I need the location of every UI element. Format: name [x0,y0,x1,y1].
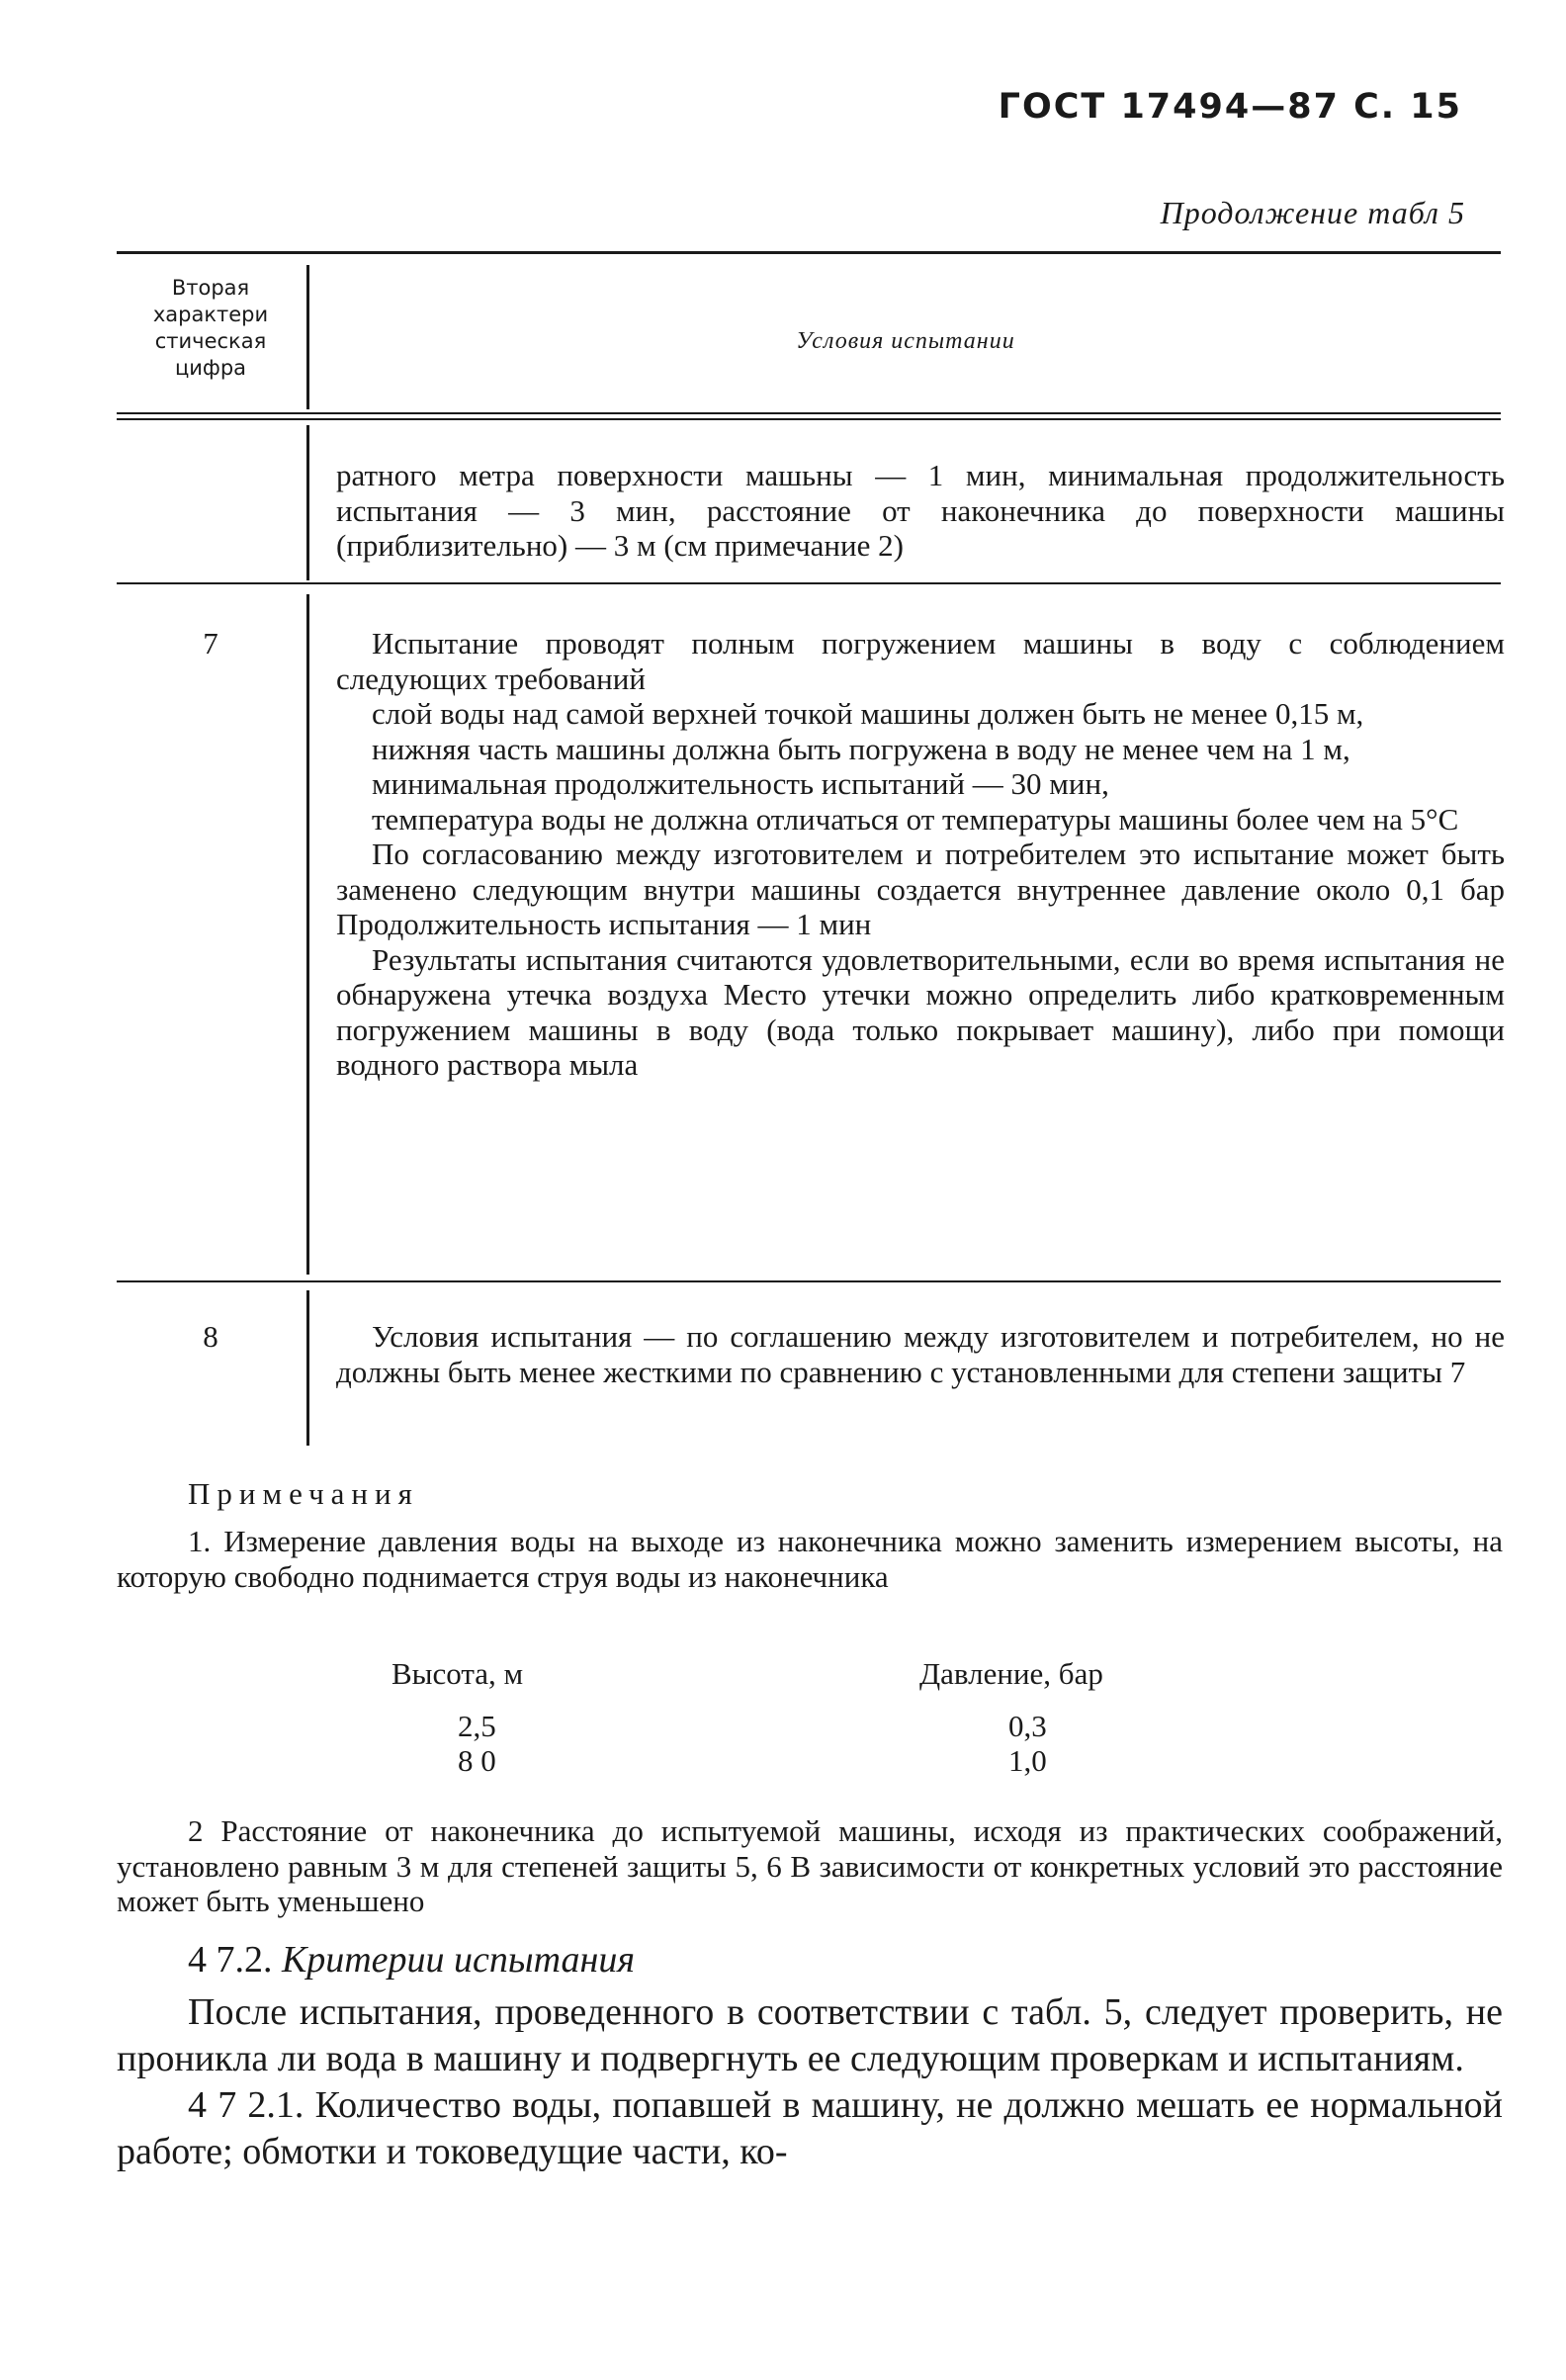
column-header-conditions: Условия испытании [796,328,1015,354]
table-cell-conditions [336,458,1505,564]
row-divider [117,1280,1501,1282]
section-heading [188,1938,635,1982]
pressure-value: 0,3 [1008,1709,1047,1743]
running-title: ГОСТ 17494—87 С. 15 [998,87,1462,127]
note-1 [117,1524,1503,1594]
column-separator [306,265,309,409]
body-paragraph: 4 7 2.1. Количество воды, попавшей в машину, не должно мешать ее нормальной работе; обмотки и токоведущие части, ко- [117,2084,1503,2172]
note-text: 2 Расстояние от наконечника до испытуемой машины, исходя из практических соображений, установлено равным 3 м для степеней защиты 5, 6 В зависимости от конкретных условий это расстояние может быть уменьшено [117,1813,1503,1918]
cell-paragraph: слой воды над самой верхней точкой машины должен быть не менее 0,15 м, [372,696,1364,731]
table-cell-digit: 8 [203,1319,218,1354]
pressure-column-header: Давление, бар [919,1656,1103,1691]
column-separator [306,1290,309,1446]
cell-paragraph: Условия испытания — по соглашению между изготовителем и потребителем, но не должны быть менее жесткими по сравнению с установленными для степени защиты 7 [336,1319,1505,1389]
column-header-line: Вторая [171,276,250,300]
cell-paragraph: По согласованию между изготовителем и потребителем это испытание может быть заменено следующим внутри машины создается внутреннее давление около 0,1 бар Продолжительность испытания — 1 мин [336,837,1505,941]
header-double-rule-bottom [117,418,1501,420]
column-header-line: стическая [154,329,267,353]
section-title: Критерии испытания [282,1939,636,1981]
cell-paragraph: нижняя часть машины должна быть погружена в воду не менее чем на 1 м, [372,731,1350,766]
column-header-line: цифра [174,356,247,380]
height-column-header: Высота, м [392,1656,524,1691]
header-double-rule-top [117,412,1501,414]
height-value: 2,5 [458,1709,496,1743]
cell-paragraph: температура воды не должна отличаться от температуры машины более чем на 5°С [372,801,1459,837]
height-value: 8 0 [458,1743,496,1778]
cell-paragraph: Результаты испытания считаются удовлетворительными, если во время испытания не обнаружена утечка воздуха Место утечки можно определить либо кратковременным погружением машины в воду (вода только покрывает машину), либо при помощи водного раствора мыла [336,941,1505,1082]
column-header-line: характери [152,303,269,326]
table-cell-conditions [336,626,1505,1083]
note-2 [117,1813,1503,1919]
note-text: 1. Измерение давления воды на выходе из наконечника можно заменить измерением высоты, на которую свободно поднимается струя воды из наконечника [117,1524,1503,1594]
column-separator [306,425,309,580]
section-body [117,1989,1503,2175]
table-cell-digit: 7 [203,626,218,661]
cell-paragraph: ратного метра поверхности машьны — 1 мин, минимальная продолжительность испытания — 3 мин, расстояние от наконечника до поверхности машины (приблизительно) — 3 м (см примечание 2) [336,458,1505,563]
cell-paragraph: минимальная продолжительность испытаний — 30 мин, [372,766,1109,801]
column-separator [306,594,309,1275]
table-continuation-label: Продолжение табл 5 [1160,195,1465,230]
cell-paragraph: Испытание проводят полным погружением машины в воду с соблюдением следующих требований [336,626,1505,696]
pressure-value: 1,0 [1008,1743,1047,1778]
notes-title: Примечания [188,1476,419,1511]
table-cell-conditions [336,1319,1505,1389]
row-divider [117,582,1501,584]
body-paragraph: После испытания, проведенного в соответствии с табл. 5, следует проверить, не проникла ли вода в машину и подвергнуть ее следующим проверкам и испытаниям. [117,1991,1503,2079]
section-number: 4 7.2. [188,1939,273,1981]
table-top-rule [117,251,1501,254]
column-header-digit [117,275,304,382]
